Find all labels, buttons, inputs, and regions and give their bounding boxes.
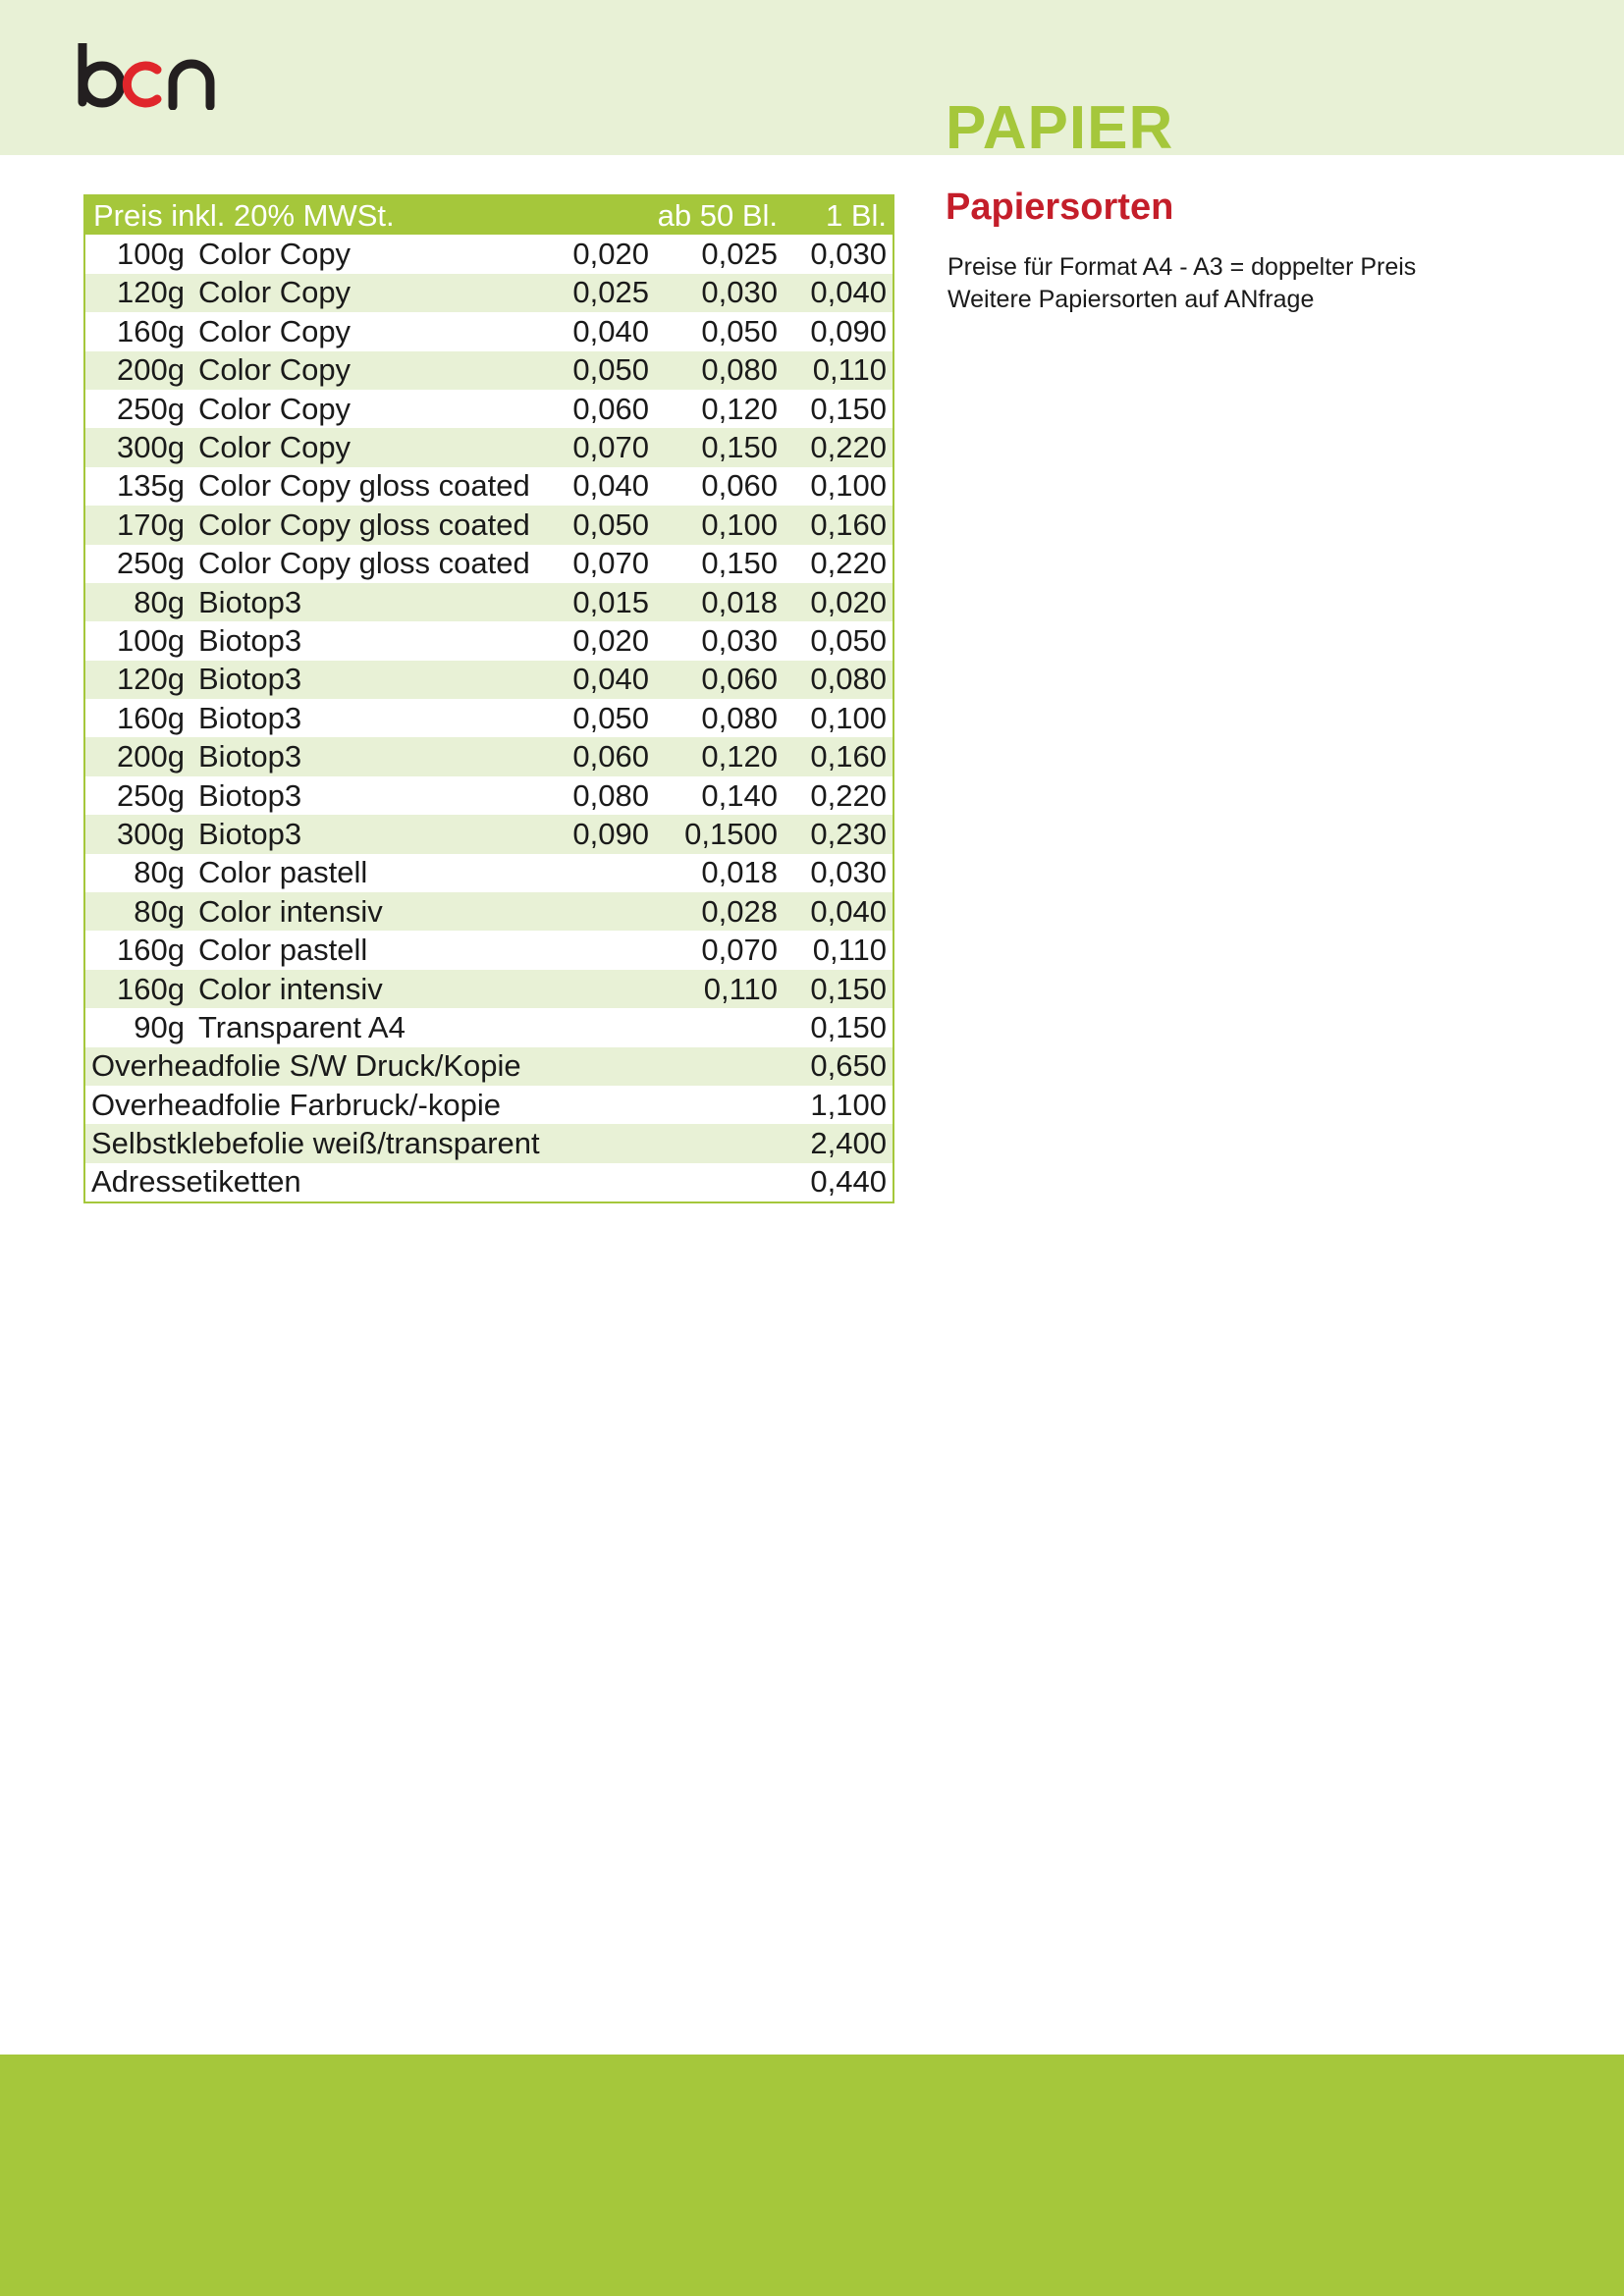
cell-price-3: 0,160 (810, 507, 887, 542)
cell-price-2: 0,110 (703, 971, 778, 1006)
cell-price-3: 0,160 (810, 739, 887, 774)
cell-name: Biotop3 (198, 739, 302, 774)
cell-price-1: 0,070 (572, 430, 649, 465)
cell-price-2: 0,140 (701, 777, 778, 813)
cell-weight: 160g (117, 933, 185, 968)
cell-name: Color pastell (198, 855, 368, 890)
cell-price-3: 2,400 (810, 1126, 887, 1161)
header-label: Preis inkl. 20% MWSt. (93, 197, 395, 233)
cell-weight: 160g (117, 700, 185, 735)
header-col2: ab 50 Bl. (657, 197, 778, 233)
cell-weight: 250g (117, 546, 185, 581)
cell-price-3: 0,230 (810, 816, 887, 851)
table-row (85, 1047, 893, 1086)
cell-price-1: 0,040 (572, 313, 649, 348)
cell-name: Color Copy (198, 237, 352, 272)
table-row (85, 1163, 893, 1201)
cell-price-3: 0,050 (810, 622, 887, 658)
cell-price-2: 0,100 (701, 507, 778, 542)
cell-price-1: 0,025 (572, 275, 649, 310)
cell-weight: 120g (117, 275, 185, 310)
table-row (85, 390, 893, 428)
cell-weight: 100g (117, 622, 185, 658)
table-row (85, 235, 893, 273)
cell-price-3: 0,220 (810, 546, 887, 581)
cell-price-3: 0,100 (810, 468, 887, 504)
cell-price-3: 0,040 (810, 275, 887, 310)
cell-name: Biotop3 (198, 777, 302, 813)
cell-price-1: 0,040 (572, 468, 649, 504)
cell-price-3: 0,150 (810, 1009, 887, 1044)
cell-price-1: 0,070 (572, 546, 649, 581)
cell-weight: 160g (117, 971, 185, 1006)
table-row (85, 1124, 893, 1162)
cell-name: Color intensiv (198, 971, 383, 1006)
cell-price-2: 0,150 (701, 430, 778, 465)
table-row (85, 467, 893, 506)
cell-name: Biotop3 (198, 622, 302, 658)
cell-price-2: 0,1500 (684, 816, 778, 851)
cell-price-3: 0,030 (810, 855, 887, 890)
cell-weight: 135g (117, 468, 185, 504)
cell-price-3: 0,040 (810, 893, 887, 929)
cell-price-1: 0,060 (572, 739, 649, 774)
cell-weight: 90g (134, 1009, 185, 1044)
table-row (85, 854, 893, 892)
cell-weight: 160g (117, 313, 185, 348)
cell-price-3: 0,110 (812, 352, 887, 388)
cell-weight: 80g (134, 855, 185, 890)
cell-price-3: 0,080 (810, 662, 887, 697)
cell-price-1: 0,050 (572, 700, 649, 735)
cell-price-2: 0,150 (701, 546, 778, 581)
cell-name: Color Copy gloss coated (198, 546, 530, 581)
cell-name: Color Copy gloss coated (198, 507, 530, 542)
table-row (85, 351, 893, 390)
table-row (85, 892, 893, 931)
cell-price-2: 0,120 (701, 391, 778, 426)
cell-price-3: 0,030 (810, 237, 887, 272)
cell-price-3: 0,090 (810, 313, 887, 348)
cell-price-3: 0,110 (812, 933, 887, 968)
cell-price-3: 0,220 (810, 430, 887, 465)
cell-weight: 300g (117, 430, 185, 465)
cell-weight: 300g (117, 816, 185, 851)
cell-name: Biotop3 (198, 662, 302, 697)
cell-price-3: 0,650 (810, 1048, 887, 1084)
cell-price-2: 0,030 (701, 622, 778, 658)
footer-band (0, 2055, 1624, 2296)
cell-price-1: 0,050 (572, 507, 649, 542)
section-heading: Papiersorten (946, 187, 1174, 228)
cell-name: Color Copy (198, 391, 352, 426)
cell-price-2: 0,050 (701, 313, 778, 348)
cell-name: Biotop3 (198, 816, 302, 851)
table-header (85, 196, 893, 235)
section-note (947, 251, 1416, 316)
cell-name: Color Copy (198, 275, 352, 310)
table-row (85, 583, 893, 621)
table-body (85, 235, 893, 1201)
table-row (85, 621, 893, 660)
table-row (85, 506, 893, 544)
table-row (85, 815, 893, 853)
cell-weight: 80g (134, 584, 185, 619)
cell-name: Overheadfolie Farbruck/-kopie (91, 1087, 501, 1122)
table-row (85, 699, 893, 737)
cell-price-2: 0,080 (701, 352, 778, 388)
cell-price-2: 0,080 (701, 700, 778, 735)
cell-price-1: 0,020 (572, 237, 649, 272)
cell-name: Transparent A4 (198, 1009, 406, 1044)
cell-price-1: 0,020 (572, 622, 649, 658)
cell-price-1: 0,015 (572, 584, 649, 619)
bcn-logo (77, 43, 219, 110)
cell-price-2: 0,025 (701, 237, 778, 272)
cell-price-3: 0,020 (810, 584, 887, 619)
cell-price-2: 0,070 (701, 933, 778, 968)
table-row (85, 312, 893, 350)
cell-price-1: 0,090 (572, 816, 649, 851)
table-row (85, 1008, 893, 1046)
cell-price-1: 0,040 (572, 662, 649, 697)
cell-price-2: 0,018 (701, 584, 778, 619)
table-row (85, 931, 893, 969)
cell-price-2: 0,060 (701, 662, 778, 697)
table-row (85, 545, 893, 583)
cell-price-3: 0,220 (810, 777, 887, 813)
table-row (85, 428, 893, 466)
header-band (0, 0, 1624, 155)
cell-price-2: 0,018 (701, 855, 778, 890)
cell-price-1: 0,050 (572, 352, 649, 388)
cell-price-2: 0,028 (701, 893, 778, 929)
cell-price-1: 0,060 (572, 391, 649, 426)
header-col3: 1 Bl. (825, 197, 887, 233)
table-row (85, 661, 893, 699)
cell-price-3: 0,100 (810, 700, 887, 735)
cell-name: Color pastell (198, 933, 368, 968)
cell-weight: 100g (117, 237, 185, 272)
cell-weight: 170g (117, 507, 185, 542)
cell-price-2: 0,120 (701, 739, 778, 774)
table-row (85, 776, 893, 815)
cell-price-3: 1,100 (810, 1087, 887, 1122)
cell-name: Color intensiv (198, 893, 383, 929)
cell-weight: 250g (117, 777, 185, 813)
cell-price-2: 0,030 (701, 275, 778, 310)
cell-price-3: 0,440 (810, 1164, 887, 1200)
table-row (85, 1086, 893, 1124)
cell-weight: 200g (117, 739, 185, 774)
cell-price-2: 0,060 (701, 468, 778, 504)
cell-name: Overheadfolie S/W Druck/Kopie (91, 1048, 521, 1084)
cell-weight: 200g (117, 352, 185, 388)
table-row (85, 274, 893, 312)
cell-name: Color Copy (198, 352, 352, 388)
cell-name: Adressetiketten (91, 1164, 301, 1200)
note-line: Weitere Papiersorten auf ANfrage (947, 286, 1315, 313)
cell-weight: 250g (117, 391, 185, 426)
cell-price-3: 0,150 (810, 971, 887, 1006)
cell-name: Color Copy (198, 430, 352, 465)
cell-name: Color Copy (198, 313, 352, 348)
cell-name: Selbstklebefolie weiß/transparent (91, 1126, 540, 1161)
table-row (85, 737, 893, 775)
cell-weight: 80g (134, 893, 185, 929)
cell-name: Biotop3 (198, 584, 302, 619)
page-title: PAPIER (946, 94, 1174, 162)
cell-name: Color Copy gloss coated (198, 468, 530, 504)
table-row (85, 970, 893, 1008)
cell-name: Biotop3 (198, 700, 302, 735)
cell-price-1: 0,080 (572, 777, 649, 813)
cell-weight: 120g (117, 662, 185, 697)
note-line: Preise für Format A4 - A3 = doppelter Preis (947, 253, 1417, 281)
cell-price-3: 0,150 (810, 391, 887, 426)
price-table (83, 194, 894, 1203)
